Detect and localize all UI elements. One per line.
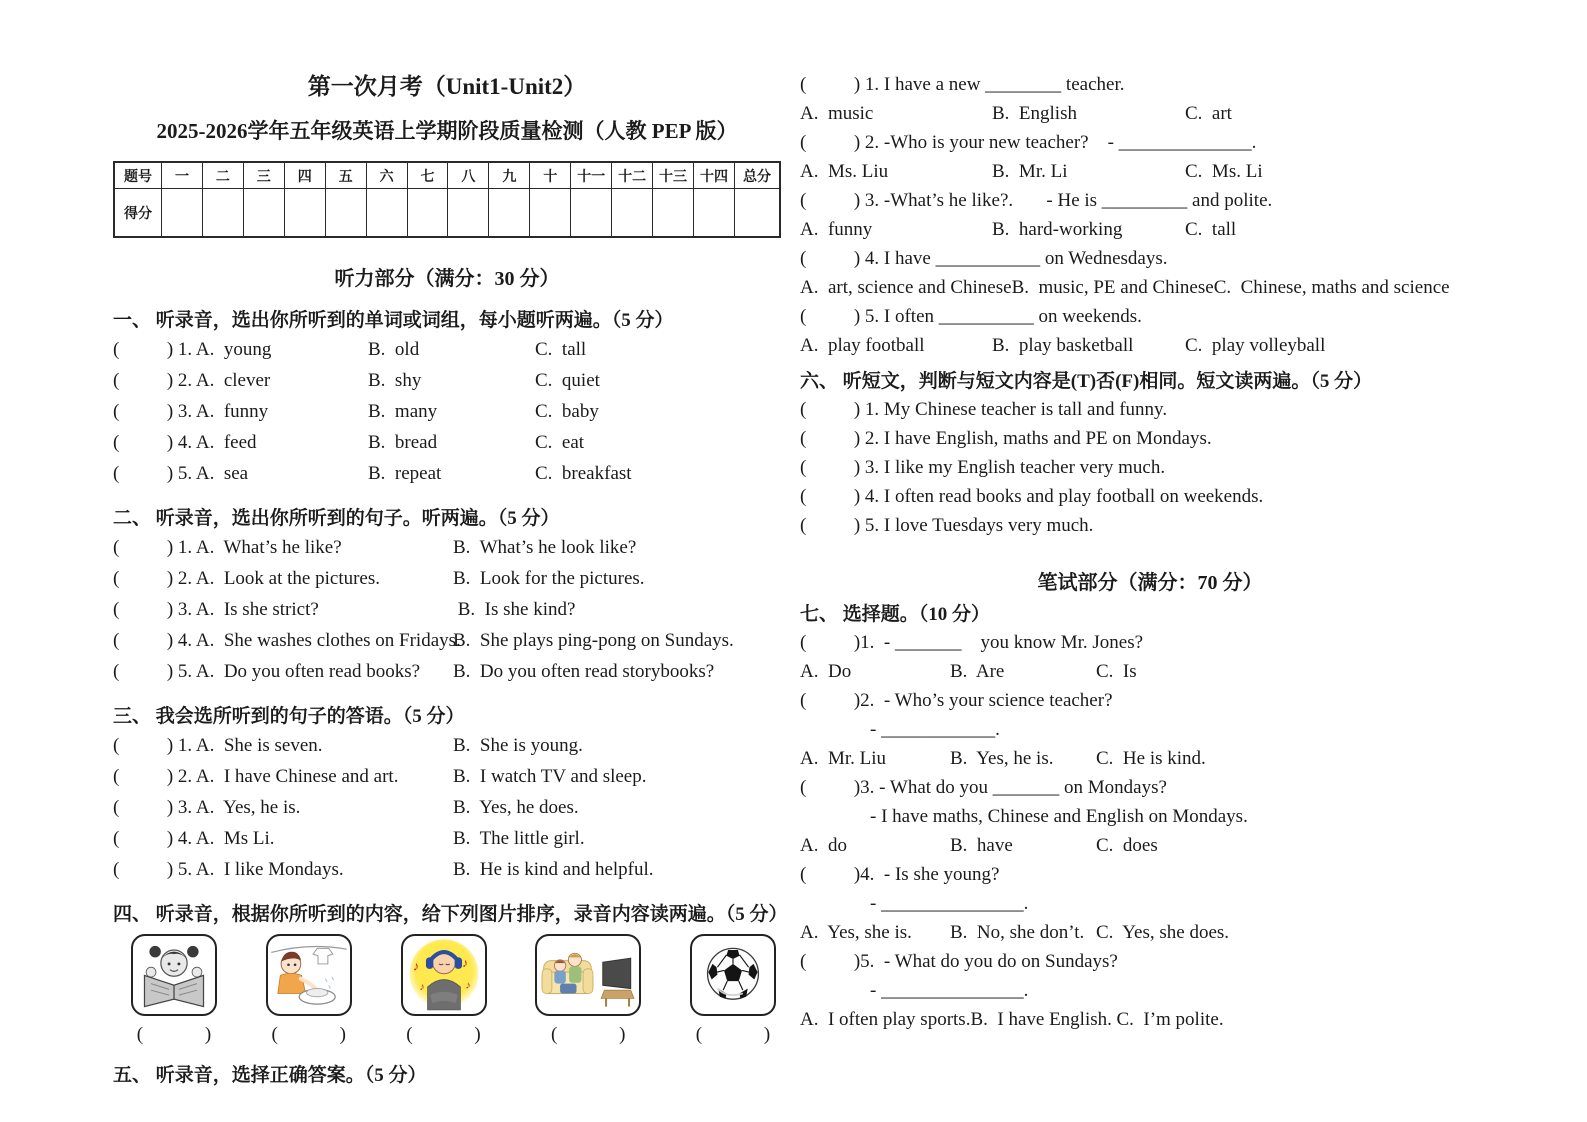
- sec1-item-3: [113, 396, 781, 427]
- written-part-heading: 笔试部分（满分：70 分）: [1037, 572, 1263, 594]
- answer-paren: ( ): [695, 1024, 771, 1045]
- score-cell: [612, 189, 653, 238]
- svg-text:♪: ♪: [464, 980, 471, 992]
- sec3-item-5: [113, 854, 781, 885]
- score-col: 十四: [693, 162, 734, 189]
- option-c: C. eat: [535, 431, 585, 453]
- option-b: B. She plays ping-pong on Sundays.: [453, 629, 734, 651]
- option-c: C. Chinese, maths and science: [1213, 276, 1450, 298]
- option-c: C. Is: [1096, 660, 1137, 682]
- sec2-item-4: [113, 625, 781, 656]
- option-b: B. many: [368, 400, 438, 422]
- sec5-q4: ( ) 4. I have ___________ on Wednesdays.: [800, 247, 1168, 269]
- score-cell: [407, 189, 448, 238]
- score-col: 十二: [612, 162, 653, 189]
- page-title: 第一次月考（Unit1-Unit2）: [307, 74, 587, 99]
- sec7-q1: ( )1. - _______ you know Mr. Jones?: [800, 631, 1144, 653]
- option-a: A. art, science and Chinese: [800, 276, 1012, 298]
- section6-title: 六、 听短文，判断与短文内容是(T)否(F)相同。短文读两遍。（5 分）: [800, 371, 1373, 392]
- picture-football: [690, 934, 776, 1016]
- option-a: ( ) 1. A. She is seven.: [113, 734, 323, 756]
- score-cell: [693, 189, 734, 238]
- score-col-total: 总分: [735, 162, 781, 189]
- score-col: 九: [489, 162, 530, 189]
- score-table-corner: 题号: [114, 162, 162, 189]
- listening-music-icon: [403, 936, 485, 1014]
- option-a: ( ) 3. A. Is she strict?: [113, 598, 319, 620]
- option-a: A. Yes, she is.: [800, 921, 912, 943]
- answer-paren: ( ): [136, 1024, 212, 1045]
- option-a: A. Ms. Liu: [800, 160, 889, 182]
- reading-girl-icon: [133, 936, 215, 1014]
- sec5-opts-2: [800, 157, 1500, 186]
- score-cell: [653, 189, 694, 238]
- listening-part-heading: 听力部分（满分：30 分）: [334, 268, 560, 290]
- sec5-q1: ( ) 1. I have a new ________ teacher.: [800, 73, 1125, 95]
- svg-text:♪: ♪: [461, 956, 468, 971]
- option-a: A. play football: [800, 334, 925, 356]
- score-cell: [284, 189, 325, 238]
- sec5-q5: ( ) 5. I often __________ on weekends.: [800, 305, 1142, 327]
- option-a: ( ) 5. A. sea: [113, 462, 249, 484]
- option-b: B. have: [950, 834, 1013, 856]
- option-c: C. He is kind.: [1096, 747, 1206, 769]
- option-b: B. No, she don’t.: [950, 921, 1085, 943]
- option-b: B. Look for the pictures.: [453, 567, 645, 589]
- option-a: ( ) 2. A. Look at the pictures.: [113, 567, 381, 589]
- option-b: B. Mr. Li: [992, 160, 1068, 182]
- section3-title: 三、 我会选所听到的句子的答语。（5 分）: [113, 706, 465, 727]
- option-b: B. Yes, he does.: [453, 796, 579, 818]
- option-a: ( ) 5. A. Do you often read books?: [113, 660, 421, 682]
- score-col: 六: [366, 162, 407, 189]
- score-cell: [735, 189, 781, 238]
- picture-watching-tv: [535, 934, 641, 1016]
- option-b: B. repeat: [368, 462, 442, 484]
- sec7-opts-1: [800, 657, 1500, 686]
- section5-title: 五、 听录音，选择正确答案。（5 分）: [113, 1065, 427, 1086]
- sec7-q2: ( )2. - Who’s your science teacher?: [800, 689, 1113, 711]
- option-a: ( ) 3. A. Yes, he is.: [113, 796, 301, 818]
- option-c: C. quiet: [535, 369, 600, 391]
- picture-listening-music: [401, 934, 487, 1016]
- option-a: A. Mr. Liu: [800, 747, 887, 769]
- sec6-item-3: ( ) 3. I like my English teacher very much.: [800, 456, 1166, 478]
- watching-tv-icon: [537, 936, 639, 1014]
- option-b: B. I watch TV and sleep.: [453, 765, 647, 787]
- sec7-q4-answer-blank: - _______________.: [870, 892, 1029, 914]
- sec7-q3: ( )3. - What do you _______ on Mondays?: [800, 776, 1167, 798]
- option-a: A. funny: [800, 218, 873, 240]
- washing-clothes-icon: [268, 936, 350, 1014]
- sec7-q2-answer-blank: - ____________.: [870, 718, 1000, 740]
- option-b: B. old: [368, 338, 420, 360]
- option-c: C. play volleyball: [1185, 334, 1326, 356]
- option-c: C. I’m polite.: [1116, 1008, 1224, 1030]
- sec2-item-2: [113, 563, 781, 594]
- option-a: A. Do: [800, 660, 852, 682]
- picture-row: [131, 934, 776, 1016]
- answer-paren: ( ): [271, 1024, 346, 1045]
- left-column: [113, 68, 788, 1089]
- score-cell: [202, 189, 243, 238]
- sec3-item-2: [113, 761, 781, 792]
- picture-reading-book: [131, 934, 217, 1016]
- sec3-item-4: [113, 823, 781, 854]
- option-b: B. Yes, he is.: [950, 747, 1054, 769]
- score-table-score-row: [114, 189, 780, 238]
- option-c: C. Ms. Li: [1185, 160, 1263, 182]
- option-b: B. shy: [368, 369, 422, 391]
- score-table: [113, 161, 781, 238]
- score-col: 八: [448, 162, 489, 189]
- section4-title: 四、 听录音，根据你所听到的内容，给下列图片排序，录音内容读两遍。（5 分）: [113, 904, 788, 925]
- picture-washing-clothes: [266, 934, 352, 1016]
- sec5-opts-3: [800, 215, 1500, 244]
- sec7-opts-2: [800, 744, 1500, 773]
- option-c: C. breakfast: [535, 462, 632, 484]
- option-b: B. Are: [950, 660, 1005, 682]
- score-col: 五: [325, 162, 366, 189]
- sec6-item-1: ( ) 1. My Chinese teacher is tall and funny.: [800, 398, 1168, 420]
- score-col: 十一: [571, 162, 612, 189]
- score-col: 十: [530, 162, 571, 189]
- option-a: ( ) 1. A. young: [113, 338, 272, 360]
- sec5-opts-1: [800, 99, 1500, 128]
- option-c: C. tall: [535, 338, 587, 360]
- score-cell: [571, 189, 612, 238]
- option-c: C. Yes, she does.: [1096, 921, 1230, 943]
- option-b: B. Is she kind?: [453, 598, 576, 620]
- option-a: A. music: [800, 102, 874, 124]
- sec1-item-2: [113, 365, 781, 396]
- option-a: ( ) 1. A. What’s he like?: [113, 536, 342, 558]
- sec2-item-1: [113, 532, 781, 563]
- option-b: B. I have English.: [970, 1008, 1112, 1030]
- option-b: B. The little girl.: [453, 827, 585, 849]
- option-b: B. music, PE and Chinese: [1011, 276, 1214, 298]
- sec2-item-3: [113, 594, 781, 625]
- score-cell: [162, 189, 203, 238]
- option-c: C. baby: [535, 400, 599, 422]
- option-c: C. does: [1096, 834, 1158, 856]
- sec1-item-4: [113, 427, 781, 458]
- score-col: 四: [284, 162, 325, 189]
- sec5-q2: ( ) 2. -Who is your new teacher? - ______________.: [800, 131, 1257, 153]
- sec6-item-4: ( ) 4. I often read books and play football on weekends.: [800, 485, 1264, 507]
- section7-title: 七、 选择题。（10 分）: [800, 604, 991, 625]
- score-cell: [325, 189, 366, 238]
- sec5-opts-4: [800, 273, 1500, 302]
- score-cell: [243, 189, 284, 238]
- sec2-item-5: [113, 656, 781, 687]
- option-a: ( ) 4. A. She washes clothes on Fridays.: [113, 629, 461, 651]
- music-note-glyph: ♪: [412, 958, 419, 974]
- option-a: ( ) 4. A. Ms Li.: [113, 827, 275, 849]
- sec3-item-1: [113, 730, 781, 761]
- section1-title: 一、 听录音，选出你所听到的单词或词组，每小题听两遍。（5 分）: [113, 310, 674, 331]
- score-col: 七: [407, 162, 448, 189]
- football-icon: [692, 936, 774, 1014]
- sec1-item-5: [113, 458, 781, 489]
- score-cell: [366, 189, 407, 238]
- option-a: ( ) 4. A. feed: [113, 431, 257, 453]
- sec7-q5: ( )5. - What do you do on Sundays?: [800, 950, 1118, 972]
- option-c: C. tall: [1185, 218, 1237, 240]
- sec5-q3: ( ) 3. -What’s he like?. - He is _________ and polite.: [800, 189, 1273, 211]
- option-b: B. He is kind and helpful.: [453, 858, 654, 880]
- score-col: 三: [243, 162, 284, 189]
- sec1-item-1: [113, 334, 781, 365]
- option-b: B. hard-working: [992, 218, 1123, 240]
- svg-text:♪: ♪: [418, 982, 425, 994]
- sec5-opts-5: [800, 331, 1500, 360]
- picture-answer-row: [131, 1024, 776, 1046]
- score-cell: [448, 189, 489, 238]
- answer-paren: ( ): [406, 1024, 481, 1045]
- sec7-q4: ( )4. - Is she young?: [800, 863, 1000, 885]
- option-c: C. art: [1185, 102, 1232, 124]
- sec7-q3-answer: - I have maths, Chinese and English on Mondays.: [870, 805, 1248, 827]
- option-b: B. English: [992, 102, 1077, 124]
- score-cell: [530, 189, 571, 238]
- section2-title: 二、 听录音，选出你所听到的句子。听两遍。（5 分）: [113, 508, 560, 529]
- sec7-opts-5: [800, 1005, 1500, 1034]
- option-a: A. I often play sports.: [800, 1008, 971, 1030]
- sec7-opts-4: [800, 918, 1500, 947]
- score-col: 一: [162, 162, 203, 189]
- sec7-opts-3: [800, 831, 1500, 860]
- score-label: 得分: [114, 189, 162, 238]
- answer-paren: ( ): [551, 1024, 626, 1045]
- right-column: [800, 70, 1500, 1034]
- option-b: B. She is young.: [453, 734, 583, 756]
- sec3-item-3: [113, 792, 781, 823]
- score-col: 十三: [653, 162, 694, 189]
- option-a: ( ) 2. A. clever: [113, 369, 271, 391]
- option-b: B. bread: [368, 431, 438, 453]
- page-subtitle: 2025-2026学年五年级英语上学期阶段质量检测（人教 PEP 版）: [156, 119, 738, 143]
- sec6-item-2: ( ) 2. I have English, maths and PE on Mondays.: [800, 427, 1212, 449]
- option-a: ( ) 3. A. funny: [113, 400, 269, 422]
- option-b: B. play basketball: [992, 334, 1134, 356]
- score-table-header-row: [114, 162, 780, 189]
- option-a: ( ) 5. A. I like Mondays.: [113, 858, 344, 880]
- option-b: B. What’s he look like?: [453, 536, 637, 558]
- option-a: A. do: [800, 834, 847, 856]
- score-cell: [489, 189, 530, 238]
- sec6-item-5: ( ) 5. I love Tuesdays very much.: [800, 514, 1094, 536]
- option-a: ( ) 2. A. I have Chinese and art.: [113, 765, 399, 787]
- option-b: B. Do you often read storybooks?: [453, 660, 715, 682]
- sec7-q5-answer-blank: - _______________.: [870, 979, 1029, 1001]
- score-col: 二: [202, 162, 243, 189]
